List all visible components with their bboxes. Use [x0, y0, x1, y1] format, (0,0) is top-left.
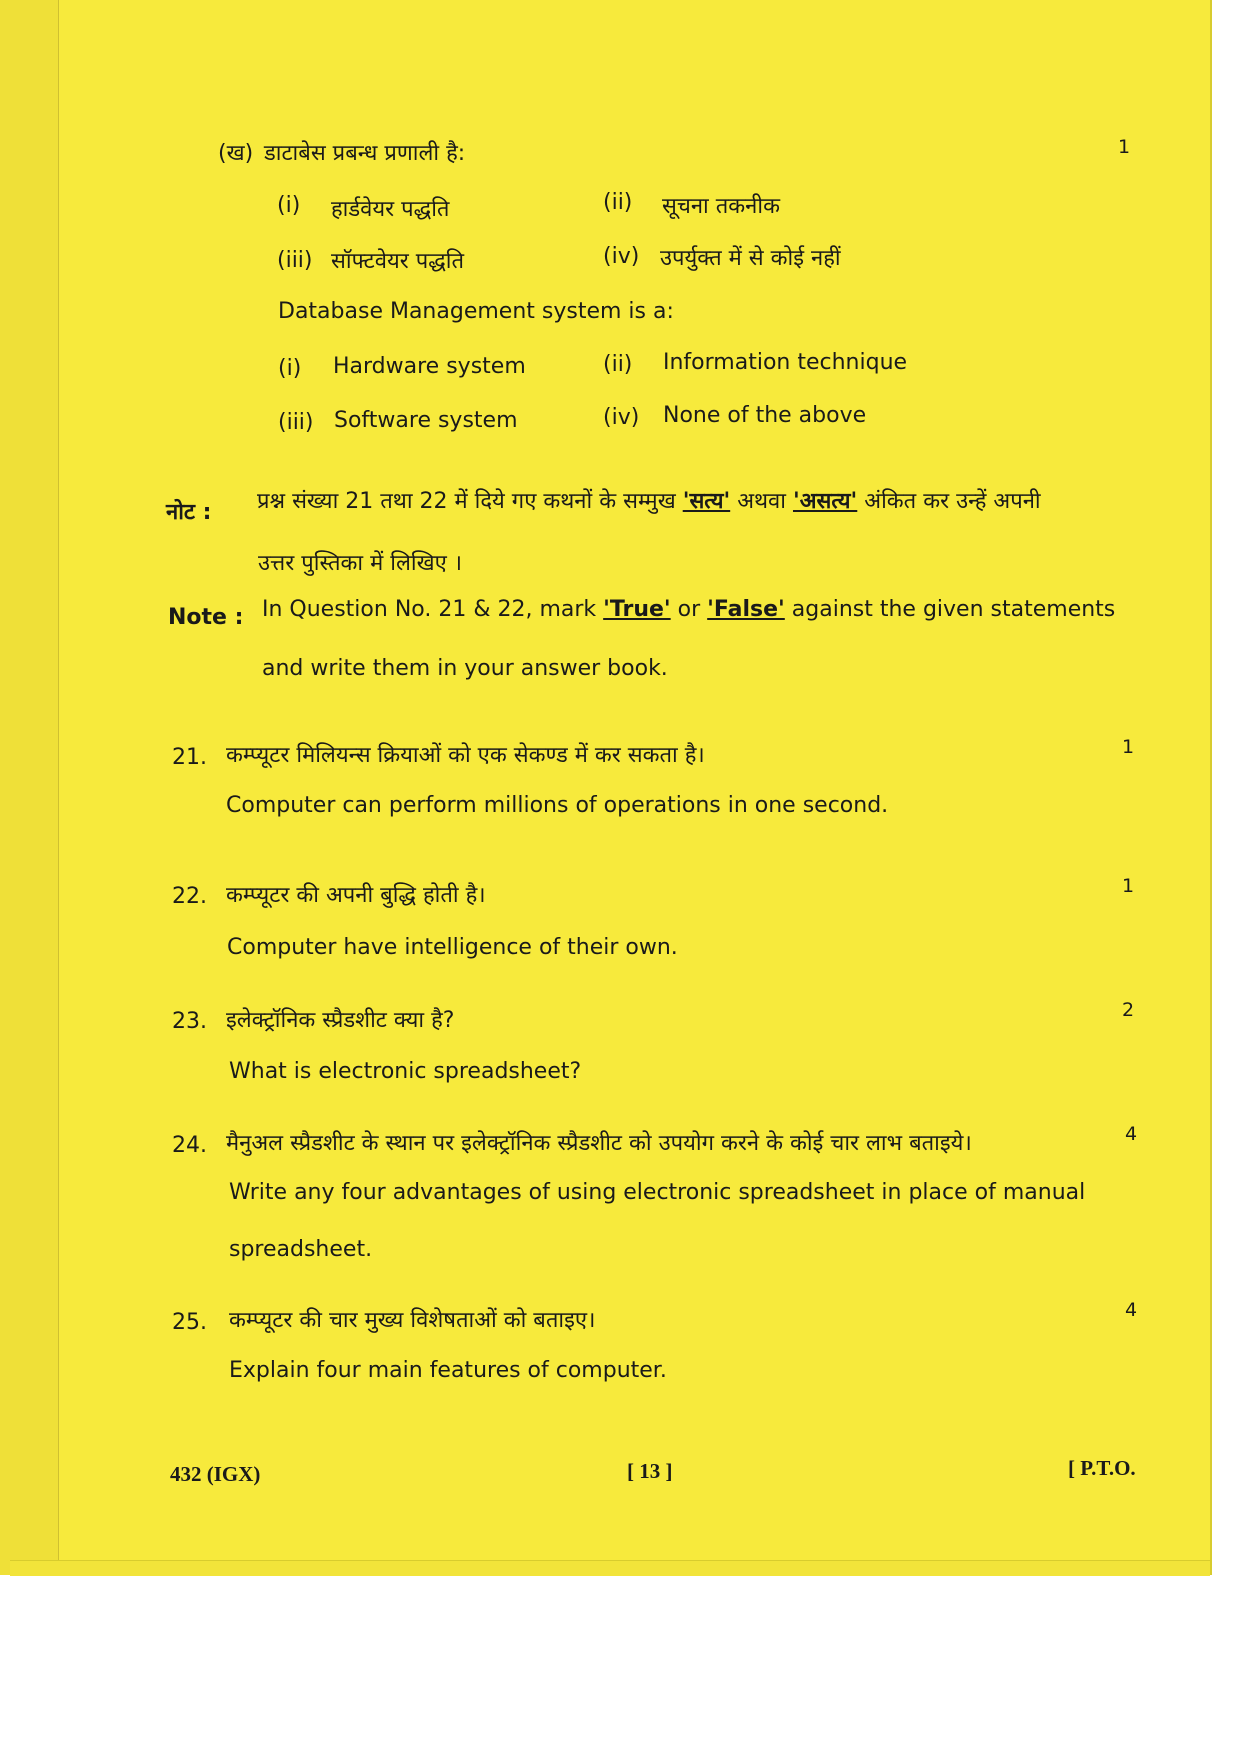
note-english-label: Note : — [168, 605, 244, 630]
q21-marks: 1 — [1122, 736, 1135, 758]
q24-marks: 4 — [1125, 1123, 1138, 1145]
q25-english: Explain four main features of computer. — [229, 1358, 667, 1383]
q20b-en-opt2-num: (ii) — [603, 352, 633, 377]
q20b-hi-opt2-num: (ii) — [603, 190, 633, 215]
q20b-hi-opt4: उपर्युक्त में से कोई नहीं — [660, 246, 841, 271]
q20b-en-opt2: Information technique — [663, 350, 908, 375]
q20b-marks: 1 — [1118, 136, 1131, 158]
q20b-en-opt4-num: (iv) — [603, 405, 640, 430]
q21-hindi: कम्प्यूटर मिलियन्स क्रियाओं को एक सेकण्ड में कर सकता है। — [226, 743, 705, 768]
q23-marks: 2 — [1122, 999, 1135, 1021]
note-hindi-false: 'असत्य' — [792, 489, 858, 514]
q20b-label: (ख) — [218, 141, 254, 166]
q20b-hi-opt3: सॉफ्टवेयर पद्धति — [331, 249, 465, 274]
q23-english: What is electronic spreadsheet? — [229, 1059, 582, 1084]
q24-number: 24. — [172, 1133, 207, 1158]
underlying-page-bottom — [10, 1560, 1210, 1576]
q22-marks: 1 — [1122, 875, 1135, 897]
note-english-line2: and write them in your answer book. — [262, 656, 668, 681]
q21-english: Computer can perform millions of operations in one second. — [226, 793, 889, 818]
footer-page-number: [ 13 ] — [627, 1459, 673, 1483]
q24-english-line1: Write any four advantages of using electronic spreadsheet in place of manual — [229, 1180, 1086, 1205]
q20b-hi-opt2: सूचना तकनीक — [662, 194, 780, 219]
note-hindi-label: नोट : — [166, 500, 212, 525]
underlying-page-edge — [0, 0, 59, 1575]
note-english-true: 'True' — [603, 597, 671, 622]
note-hindi-line1: प्रश्न संख्या 21 तथा 22 में दिये गए कथनों के सम्मुख 'सत्य' अथवा 'असत्य' अंकित कर उन्हें अपनी — [257, 489, 1041, 514]
footer-pto: [ P.T.O. — [1068, 1456, 1136, 1480]
footer-paper-code: 432 (IGX) — [170, 1462, 261, 1486]
q20b-hi-opt1-num: (i) — [277, 193, 301, 218]
q20b-hi-opt3-num: (iii) — [277, 248, 313, 273]
q20b-english-question: Database Management system is a: — [278, 299, 674, 324]
q20b-en-opt1: Hardware system — [333, 354, 526, 379]
q22-number: 22. — [172, 884, 207, 909]
q23-number: 23. — [172, 1009, 207, 1034]
q25-marks: 4 — [1125, 1299, 1138, 1321]
note-english-line1: In Question No. 21 & 22, mark 'True' or 'False' against the given statements — [262, 597, 1116, 622]
q24-english-line2: spreadsheet. — [229, 1237, 373, 1262]
q20b-en-opt3: Software system — [334, 408, 518, 433]
q23-hindi: इलेक्ट्रॉनिक स्प्रैडशीट क्या है? — [226, 1008, 455, 1033]
note-english-false: 'False' — [707, 597, 785, 622]
q21-number: 21. — [172, 745, 207, 770]
q25-number: 25. — [172, 1310, 207, 1335]
note-hindi-line2: उत्तर पुस्तिका में लिखिए । — [258, 551, 463, 576]
q20b-en-opt4: None of the above — [663, 403, 867, 428]
q20b-hi-opt4-num: (iv) — [603, 244, 640, 269]
q24-hindi: मैनुअल स्प्रैडशीट के स्थान पर इलेक्ट्रॉनिक स्प्रैडशीट को उपयोग करने के कोई चार लाभ बताइये। — [226, 1131, 972, 1156]
q20b-hi-opt1: हार्डवेयर पद्धति — [331, 197, 450, 222]
q25-hindi: कम्प्यूटर की चार मुख्य विशेषताओं को बताइए। — [229, 1308, 596, 1333]
q20b-en-opt3-num: (iii) — [278, 410, 314, 435]
q22-hindi: कम्प्यूटर की अपनी बुद्धि होती है। — [226, 883, 486, 908]
q20b-en-opt1-num: (i) — [278, 356, 302, 381]
q20b-hindi-question: डाटाबेस प्रबन्ध प्रणाली है: — [264, 141, 466, 166]
note-hindi-true: 'सत्य' — [682, 489, 731, 514]
q22-english: Computer have intelligence of their own. — [227, 935, 678, 960]
